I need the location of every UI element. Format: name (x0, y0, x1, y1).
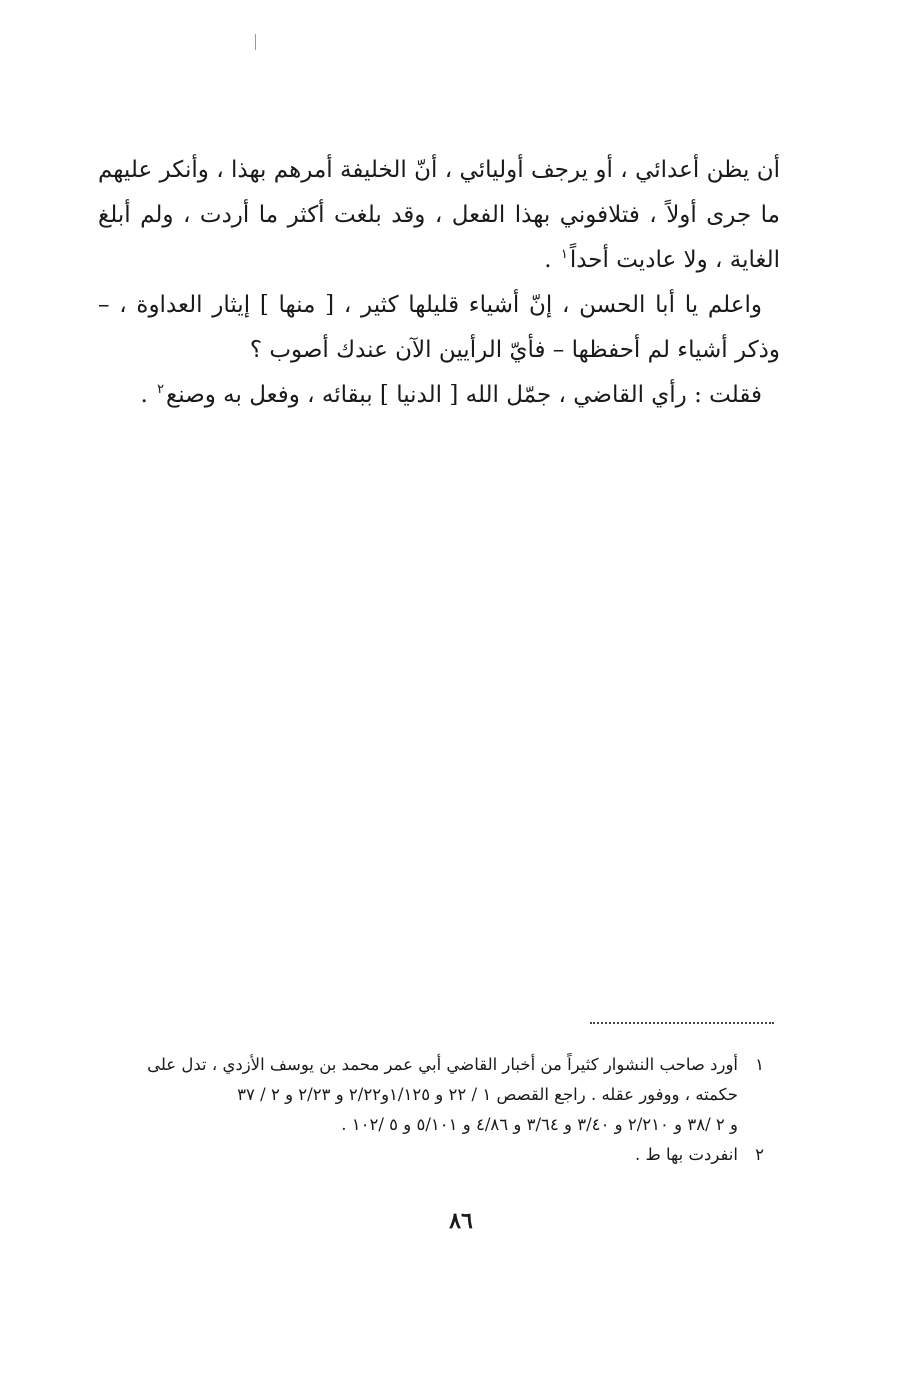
paragraph-tail: . (544, 247, 559, 273)
footnote-1 (100, 1050, 764, 1140)
paragraph-1 (98, 148, 780, 283)
footnote-text: انفردت بها ط . (635, 1145, 738, 1164)
footnote-text: و ٢ /٣٨ و ٢/٢١٠ و ٣/٤٠ و ٣/٦٤ و ٤/٨٦ و ٥/١٠١ و ٥ /١٠٢ . (341, 1115, 738, 1134)
paragraph-tail: . (140, 382, 156, 408)
main-text (98, 148, 780, 418)
footnote-number: ١ (755, 1055, 764, 1074)
footnote-text: أورد صاحب النشوار كثيراً من أخبار القاضي أبي عمر محمد بن يوسف الأزدي ، تدل على (147, 1055, 738, 1074)
footnote-separator (590, 1022, 774, 1024)
footnote-text: حكمته ، ووفور عقله . راجع القصص ١ / ٢٢ و ١/١٢٥و٢/٢٢ و ٢/٢٣ و ٢ / ٣٧ (237, 1085, 738, 1104)
paragraph-text: فقلت : رأي القاضي ، جمّل الله [ الدنيا ] ببقائه ، وفعل به وصنع (166, 382, 762, 408)
footnote-number: ٢ (755, 1145, 764, 1164)
footnote-2 (100, 1140, 764, 1170)
paragraph-2 (98, 283, 780, 373)
footnotes (100, 1050, 764, 1170)
paragraph-3 (98, 373, 780, 418)
paragraph-text: أن يظن أعدائي ، أو يرجف أوليائي ، أنّ الخليفة أمرهم بهذا ، وأنكر عليهم ما جرى أولاً ، فتلافوني بهذا الفعل ، وقد بلغت أكثر ما أردت ، ولم أبلغ الغاية ، ولا عاديت أحداً (98, 157, 780, 273)
footnote-ref-1: ١ (560, 247, 568, 263)
footnote-ref-2: ٢ (157, 382, 165, 398)
paragraph-text: واعلم يا أبا الحسن ، إنّ أشياء قليلها كثير ، [ منها ] إيثار العداوة ، – وذكر أشياء لم أحفظها – فأيّ الرأيين الآن عندك أصوب ؟ (98, 292, 780, 363)
page-number: ٨٦ (449, 1208, 473, 1234)
scan-mark (255, 34, 256, 50)
